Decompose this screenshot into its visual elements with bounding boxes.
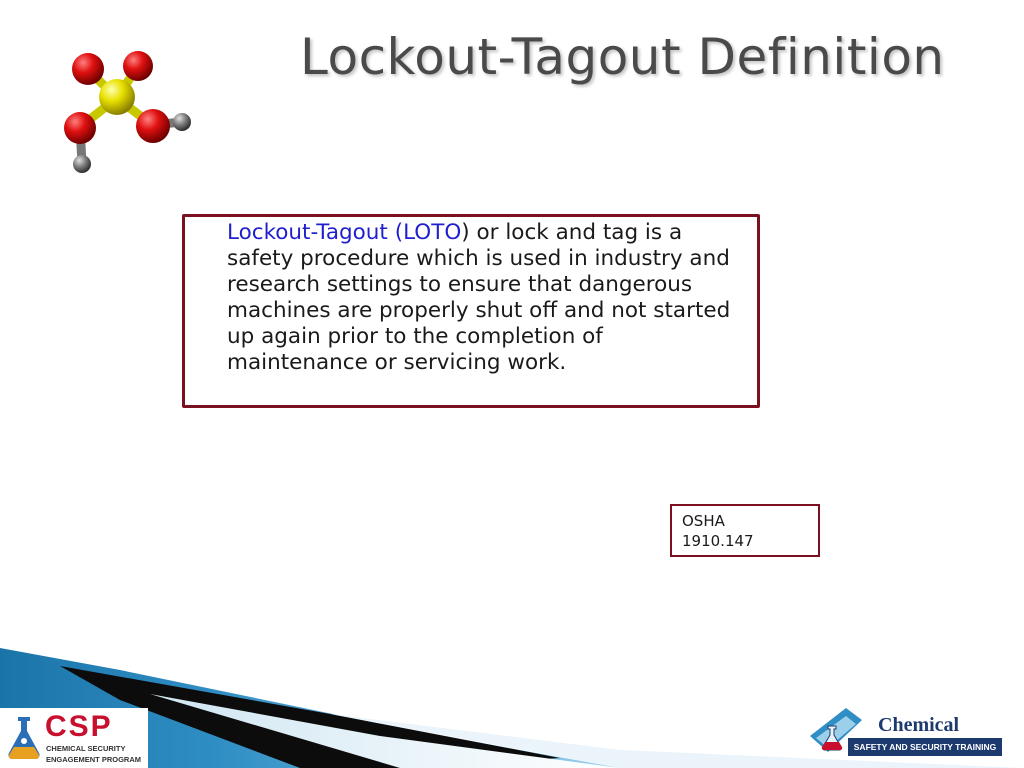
csp-wordmark: CSP (45, 710, 113, 743)
chemical-logo-subtitle: SAFETY AND SECURITY TRAINING (848, 738, 1002, 756)
definition-box (182, 214, 760, 408)
csp-logo (0, 708, 148, 768)
loto-link[interactable]: Lockout-Tagout (LOTO (227, 220, 462, 245)
csp-subtitle-line1: CHEMICAL SECURITY (46, 744, 126, 753)
reference-line2: 1910.147 (682, 532, 754, 550)
reference-line1: OSHA (682, 512, 725, 530)
chemical-logo-title: Chemical (878, 714, 960, 736)
csp-subtitle-line2: ENGAGEMENT PROGRAM (46, 755, 142, 764)
molecule-icon (55, 40, 205, 180)
page-title: Lockout-Tagout Definition (300, 28, 945, 86)
definition-text (227, 220, 745, 376)
definition-body: ) or lock and tag is a safety procedure which is used in industry and research settings to ensure that dangerous machines are properly shut off and not started up again prior to the completion of maintenance or servicing work. (227, 220, 731, 375)
reference-box (670, 504, 820, 557)
chemical-logo (806, 706, 1006, 764)
csp-logo-icon (4, 713, 44, 763)
